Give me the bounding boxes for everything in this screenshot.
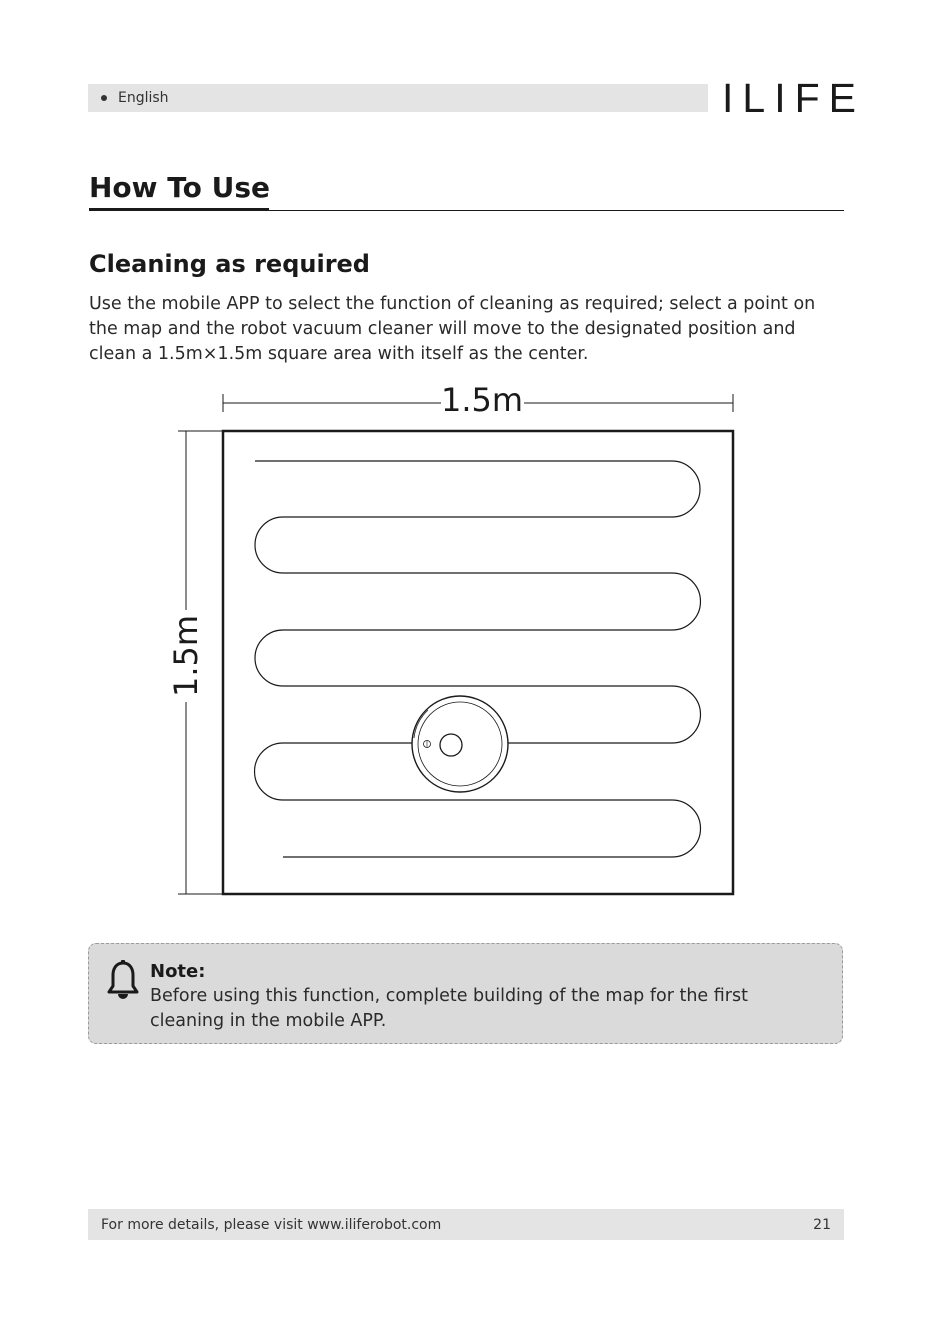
page-number: 21 — [813, 1217, 831, 1233]
width-label: 1.5m — [440, 381, 524, 419]
cleaning-area-square — [223, 431, 733, 894]
language-label: English — [118, 90, 169, 106]
footer-text: For more details, please visit www.iliferobot.com — [101, 1217, 442, 1233]
cleaning-path — [255, 461, 701, 857]
robot-vacuum-icon — [412, 696, 508, 792]
note-title: Note: — [150, 961, 206, 982]
height-label: 1.5m — [167, 614, 205, 698]
note-text: Before using this function, complete building of the map for the first cleaning in the mobile APP. — [150, 986, 748, 1031]
title-underline — [89, 208, 269, 211]
subsection-title: Cleaning as required — [89, 250, 370, 278]
note-box — [88, 943, 843, 1044]
language-bar — [88, 84, 708, 112]
bullet-icon — [101, 95, 107, 101]
bell-icon — [107, 959, 139, 1001]
cleaning-area-diagram — [160, 380, 760, 910]
body-paragraph: Use the mobile APP to select the function of cleaning as required; select a point on the map and the robot vacuum cleaner will move to the designated position and clean a 1.5m×1.5m square area with itself as the center. — [89, 294, 816, 364]
section-title: How To Use — [89, 171, 271, 204]
title-rule — [269, 210, 844, 211]
footer-bar — [88, 1209, 844, 1240]
brand-logo: ILIFE — [722, 75, 865, 121]
